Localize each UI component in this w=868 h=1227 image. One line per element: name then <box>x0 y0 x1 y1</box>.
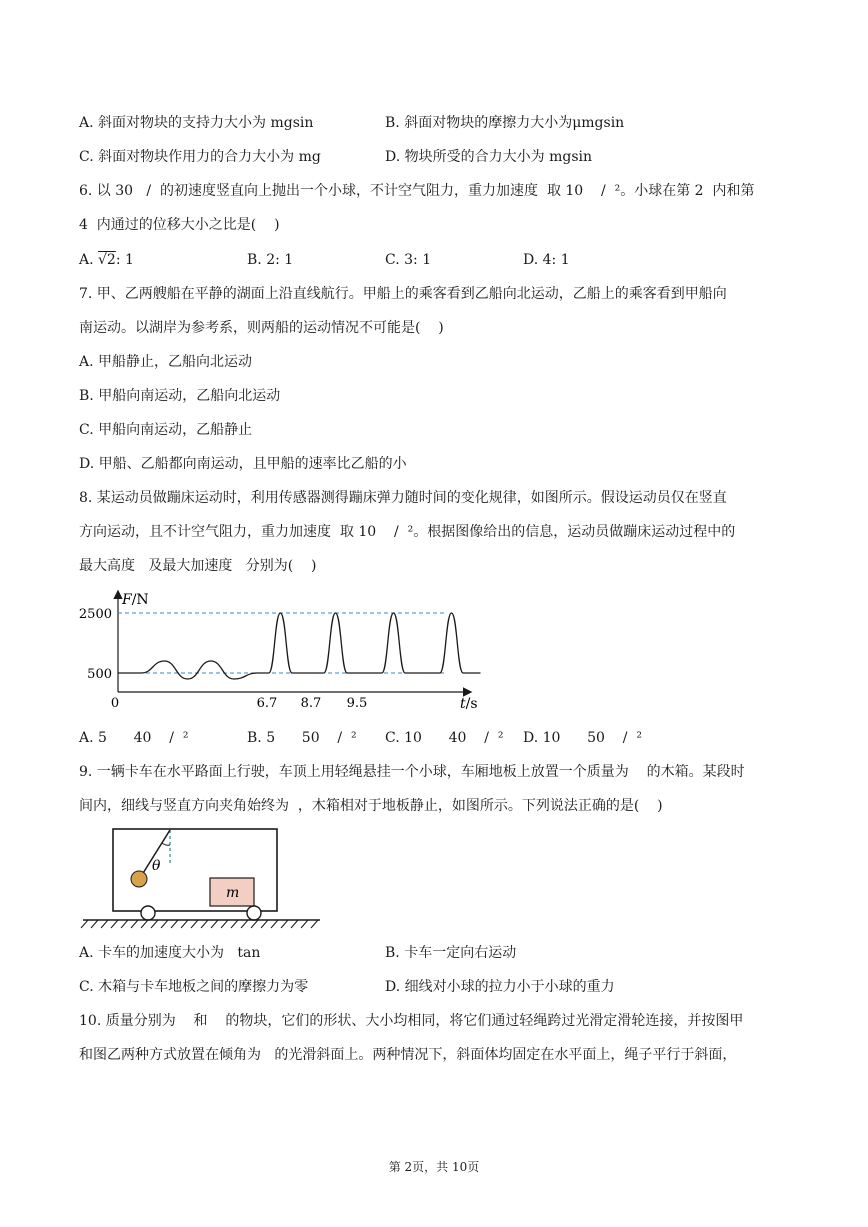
q8-stem-line3: 最大高度 及最大加速度 分别为( ) <box>79 558 317 574</box>
q8-option-a: A. 5 40 / ² <box>79 730 189 746</box>
x-tick-0: 0 <box>110 696 120 711</box>
q6-stem-line2: 4 内通过的位移大小之比是( ) <box>79 217 280 233</box>
q8-option-b: B. 5 50 / ² <box>247 730 357 746</box>
page-footer: 第 2页，共 10页 <box>388 1160 480 1174</box>
q9-stem-line1: 9. 一辆卡车在水平路面上行驶，车顶上用轻绳悬挂一个小球，车厢地板上放置一个质量为 的木箱。某段时 <box>79 764 745 780</box>
q9-option-d: D. 细线对小球的拉力小于小球的重力 <box>385 979 615 995</box>
q7-option-c: C. 甲船向南运动，乙船静止 <box>79 422 253 438</box>
q7-stem-line1: 7. 甲、乙两艘船在平静的湖面上沿直线航行。甲船上的乘客看到乙船向北运动，乙船上的乘客看到甲船向 <box>79 286 727 302</box>
ground-hatching <box>81 920 318 928</box>
y-tick-2500: 2500 <box>78 607 112 622</box>
q9-option-b: B. 卡车一定向右运动 <box>385 945 517 961</box>
q7-option-d: D. 甲船、乙船都向南运动，且甲船的速率比乙船的小 <box>79 456 407 472</box>
q6-option-c: C. 3: 1 <box>385 252 432 268</box>
q6-option-b: B. 2: 1 <box>247 252 294 268</box>
q5-option-d: D. 物块所受的合力大小为 mgsin <box>385 149 592 165</box>
q5-option-c: C. 斜面对物块作用力的合力大小为 mg <box>79 149 321 165</box>
truck-figure <box>80 824 324 930</box>
right-wheel <box>247 906 261 920</box>
q6-option-d: D. 4: 1 <box>523 252 570 268</box>
force-time-chart <box>78 588 488 718</box>
q10-stem-line1: 10. 质量分别为 和 的物块，它们的形状、大小均相同，将它们通过轻绳跨过光滑定滑轮连接，并按图甲 <box>79 1013 744 1029</box>
x-tick-9.5: 9.5 <box>346 696 368 711</box>
x-tick-6.7: 6.7 <box>256 696 278 711</box>
q9-option-c: C. 木箱与卡车地板之间的摩擦力为零 <box>79 979 309 995</box>
ball <box>131 871 147 887</box>
q8-stem-line1: 8. 某运动员做蹦床运动时，利用传感器测得蹦床弹力随时间的变化规律，如图所示。假设运动员仅在竖直 <box>79 490 727 506</box>
sqrt-symbol: √2 <box>98 252 116 268</box>
q8-option-c: C. 10 40 / ² <box>385 730 504 746</box>
theta-label: θ <box>152 858 161 874</box>
q5-option-b: B. 斜面对物块的摩擦力大小为μmgsin <box>385 115 625 131</box>
q5-option-a: A. 斜面对物块的支持力大小为 mgsin <box>79 115 314 131</box>
q10-stem-line2: 和图乙两种方式放置在倾角为 的光滑斜面上。两种情况下，斜面体均固定在水平面上，绳子平行于斜面， <box>79 1047 737 1063</box>
x-axis-label: t/s <box>460 696 478 712</box>
q8-stem-line2: 方向运动，且不计空气阻力，重力加速度 取 10 / ²。根据图像给出的信息，运动员做蹦床运动过程中的 <box>79 524 736 540</box>
q9-option-a: A. 卡车的加速度大小为 tan <box>79 945 261 961</box>
q7-option-a: A. 甲船静止，乙船向北运动 <box>79 354 253 370</box>
y-tick-500: 500 <box>87 667 112 682</box>
q8-option-d: D. 10 50 / ² <box>523 730 642 746</box>
q7-option-b: B. 甲船向南运动，乙船向北运动 <box>79 388 281 404</box>
q7-stem-line2: 南运动。以湖岸为参考系，则两船的运动情况不可能是( ) <box>79 320 444 336</box>
x-tick-8.7: 8.7 <box>300 696 322 711</box>
y-axis-label: F/N <box>122 592 149 608</box>
force-curve <box>118 613 481 679</box>
box-mass-label: m <box>226 885 240 901</box>
left-wheel <box>141 906 155 920</box>
q9-stem-line2: 间内，细线与竖直方向夹角始终为 ，木箱相对于地板静止，如图所示。下列说法正确的是( ) <box>79 798 663 814</box>
q6-stem-line1: 6. 以 30 / 的初速度竖直向上抛出一个小球，不计空气阻力，重力加速度 取 10 / ²。小球在第 2 内和第 <box>79 183 755 199</box>
q6-option-a: A. √2: 1 <box>79 252 134 268</box>
